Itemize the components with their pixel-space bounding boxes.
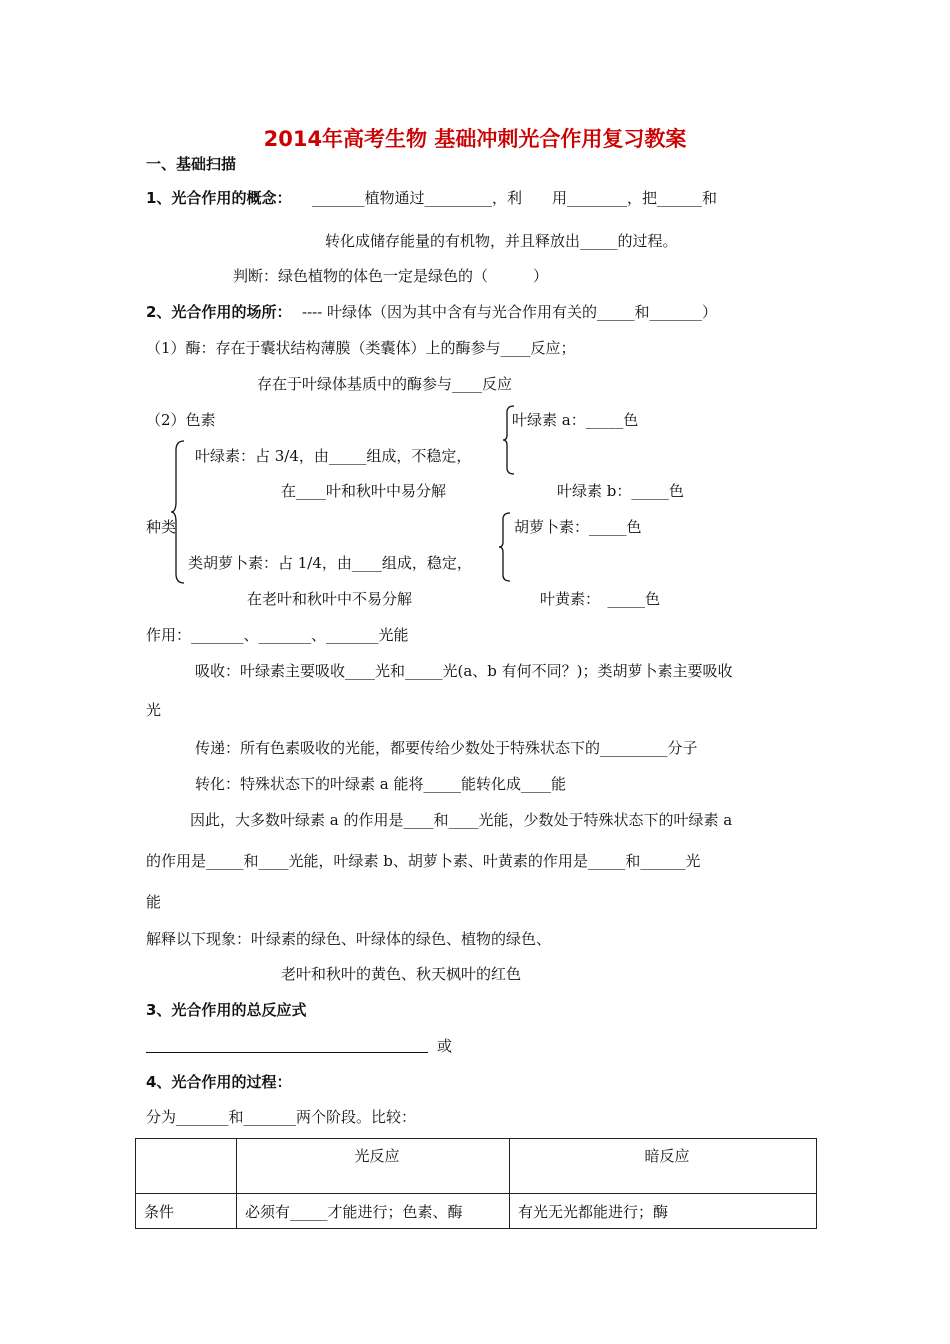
table-header-row bbox=[136, 1139, 817, 1194]
carotene: 胡萝卜素：_____色 bbox=[514, 518, 642, 536]
carotenoid-line1: 类胡萝卜素：占 1/4，由____组成，稳定， bbox=[188, 554, 472, 572]
q1-line2: 转化成储存能量的有机物，并且释放出_____的过程。 bbox=[325, 232, 678, 250]
absorb-line2: 光 bbox=[146, 701, 162, 719]
table-cell: 条件 bbox=[136, 1194, 237, 1229]
enzyme-line1: （1）酶：存在于囊状结构薄膜（类囊体）上的酶参与____反应； bbox=[146, 339, 576, 357]
q3-heading: 3、光合作用的总反应式 bbox=[146, 1001, 307, 1019]
equation-blank bbox=[146, 1052, 428, 1053]
q2-heading: 2、光合作用的场所： bbox=[146, 303, 292, 321]
table-cell: 有光无光都能进行；酶 bbox=[510, 1194, 817, 1229]
brace-carotenoid bbox=[498, 512, 512, 582]
q4-line: 分为_______和_______两个阶段。比较： bbox=[146, 1108, 417, 1126]
or-text: 或 bbox=[437, 1037, 453, 1055]
section-heading-basic: 一、基础扫描 bbox=[146, 155, 237, 173]
table-cell: 必须有_____才能进行；色素、酶 bbox=[237, 1194, 510, 1229]
xanthophyll: 叶黄素： _____色 bbox=[540, 590, 661, 608]
q1-line1: _______植物通过_________，利 用________，把______和 bbox=[312, 189, 718, 207]
pigment-label: （2）色素 bbox=[146, 411, 216, 429]
absorb-line: 吸收：叶绿素主要吸收____光和_____光(a、b 有何不同？)；类胡萝卜素主要吸收 bbox=[195, 662, 733, 680]
chlorophyll-line2: 在____叶和秋叶中易分解 bbox=[281, 482, 447, 500]
explain-line1: 解释以下现象：叶绿素的绿色、叶绿体的绿色、植物的绿色、 bbox=[146, 930, 552, 948]
q4-heading: 4、光合作用的过程： bbox=[146, 1073, 292, 1091]
brace-kinds bbox=[170, 440, 186, 584]
chlorophyll-a: 叶绿素 a：_____色 bbox=[512, 411, 639, 429]
page-title: 2014年高考生物 基础冲刺光合作用复习教案 bbox=[263, 127, 687, 151]
q1-judge: 判断：绿色植物的体色一定是绿色的（ ） bbox=[233, 267, 549, 285]
therefore-line1: 因此，大多数叶绿素 a 的作用是____和____光能，少数处于特殊状态下的叶绿素 a bbox=[190, 811, 733, 829]
therefore-line3: 能 bbox=[146, 893, 162, 911]
comparison-table bbox=[135, 1138, 817, 1229]
enzyme-line2: 存在于叶绿体基质中的酶参与____反应 bbox=[257, 375, 513, 393]
table-row bbox=[136, 1194, 817, 1229]
table-header-cell: 光反应 bbox=[237, 1139, 510, 1194]
chlorophyll-b: 叶绿素 b：_____色 bbox=[557, 482, 684, 500]
therefore-line2: 的作用是_____和____光能，叶绿素 b、胡萝卜素、叶黄素的作用是_____和______光 bbox=[146, 852, 701, 870]
chlorophyll-line1: 叶绿素：占 3/4，由_____组成，不稳定， bbox=[195, 447, 472, 465]
explain-line2: 老叶和秋叶的黄色、秋天枫叶的红色 bbox=[281, 965, 522, 983]
convert-line: 转化：特殊状态下的叶绿素 a 能将_____能转化成____能 bbox=[195, 775, 566, 793]
kind-label: 种类 bbox=[146, 518, 177, 536]
q2-location: ---- 叶绿体（因为其中含有与光合作用有关的_____和_______） bbox=[302, 303, 718, 321]
q1-heading: 1、光合作用的概念： bbox=[146, 189, 292, 207]
brace-chlorophyll bbox=[502, 405, 516, 475]
table-header-cell bbox=[136, 1139, 237, 1194]
carotenoid-line2: 在老叶和秋叶中不易分解 bbox=[247, 590, 413, 608]
role-line: 作用：_______、_______、_______光能 bbox=[146, 626, 409, 644]
transfer-line: 传递：所有色素吸收的光能，都要传给少数处于特殊状态下的_________分子 bbox=[195, 739, 698, 757]
table-header-cell: 暗反应 bbox=[510, 1139, 817, 1194]
